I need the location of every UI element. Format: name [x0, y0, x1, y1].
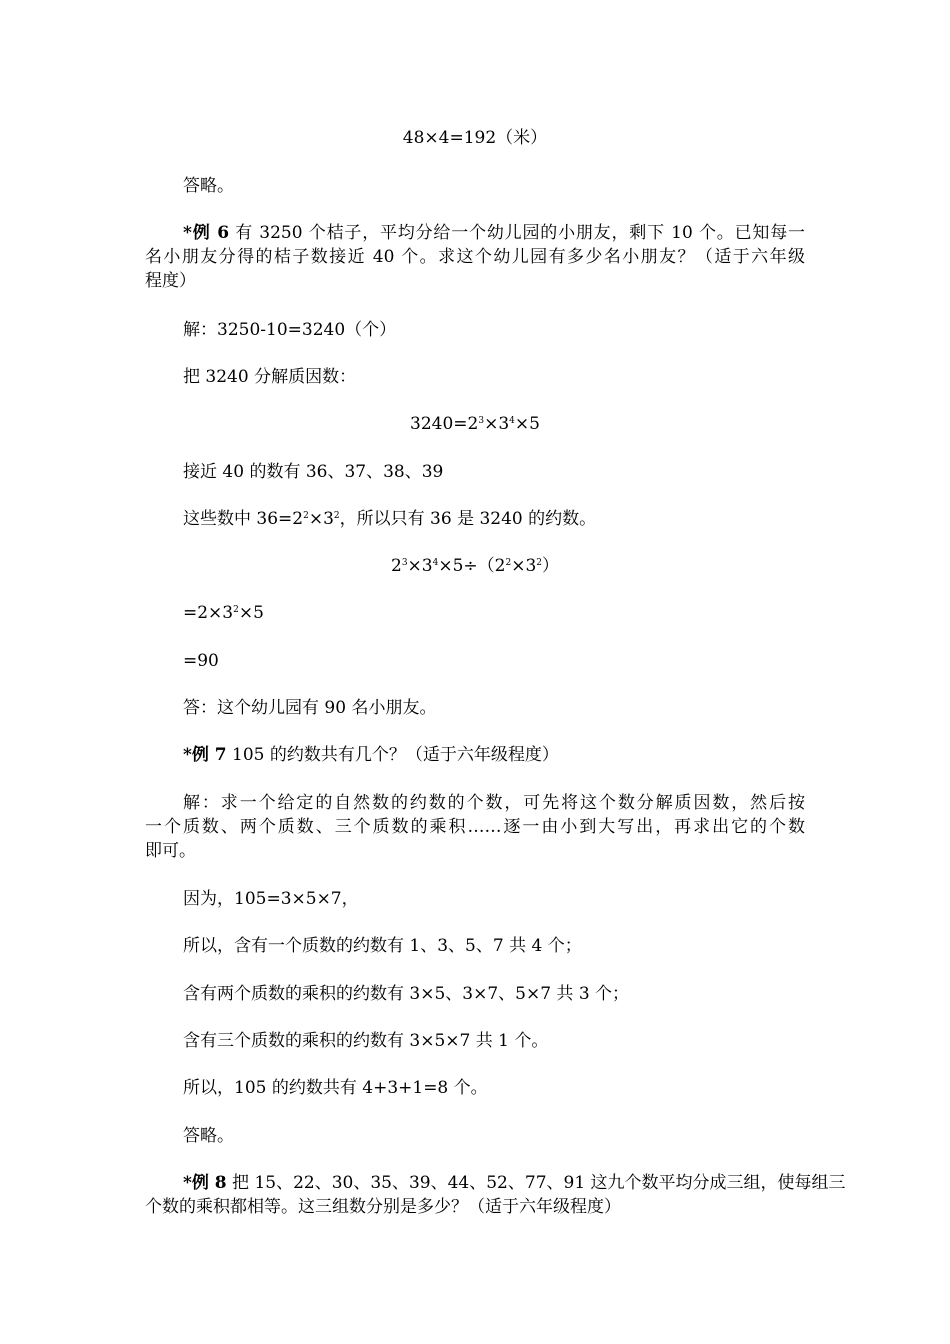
solution-7-step-3: 含有两个质数的乘积的约数有 3×5、3×7、5×7 共 3 个； — [183, 984, 630, 1004]
solution-6-answer: 答：这个幼儿园有 90 名小朋友。 — [183, 698, 437, 718]
example-7-label: *例 7 — [183, 745, 227, 765]
answer-omitted-1: 答略。 — [183, 176, 234, 196]
solution-6-step-3: 接近 40 的数有 36、37、38、39 — [183, 462, 444, 482]
solution-7-step-1: 因为，105=3×5×7， — [183, 889, 359, 909]
example-6-text-1: 有 3250 个桔子，平均分给一个幼儿园的小朋友，剩下 10 个。已知每一 — [235, 223, 806, 243]
solution-7-para-line-2: 一个质数、两个质数、三个质数的乘积……逐一由小到大写出，再求出它的个数 — [145, 817, 805, 837]
answer-omitted-2: 答略。 — [183, 1126, 234, 1146]
example-6-line-3: 程度） — [145, 271, 196, 291]
solution-6-step-2: 把 3240 分解质因数： — [183, 367, 357, 387]
division-formula: $2^3\times 3^4\times 5\div(2^2\times 3^2)$ — [390, 556, 559, 576]
example-8-line-2: 个数的乘积都相等。这三组数分别是多少？（适于六年级程度） — [145, 1197, 621, 1217]
example-6-line-1 — [183, 222, 805, 244]
solution-6-step-5: $=2\times 3^2\times 5$ — [183, 603, 264, 623]
example-7-text-1: 105 的约数共有几个？（适于六年级程度） — [232, 745, 559, 765]
solution-6-step-1: 解：3250-10=3240（个） — [183, 320, 397, 340]
example-8-line-1 — [183, 1172, 846, 1194]
example-8-label: *例 8 — [183, 1173, 227, 1193]
solution-6-step-4: 这些数中 $36=2^2\times 3^2$，所以只有 36 是 3240 的约数。 — [183, 509, 597, 529]
solution-7-step-2: 所以，含有一个质数的约数有 1、3、5、7 共 4 个； — [183, 936, 582, 956]
factorization-3240: $3240=2^3\times 3^4\times 5$ — [410, 414, 540, 434]
solution-7-para-line-3: 即可。 — [145, 841, 196, 861]
example-8-text-1: 把 15、22、30、35、39、44、52、77、91 这九个数平均分成三组，使每组三 — [232, 1173, 846, 1193]
solution-7-step-5: 所以，105 的约数共有 4+3+1=8 个。 — [183, 1078, 488, 1098]
solution-7-step-4: 含有三个质数的乘积的约数有 3×5×7 共 1 个。 — [183, 1031, 549, 1051]
solution-7-para-line-1: 解：求一个给定的自然数的约数的个数，可先将这个数分解质因数，然后按 — [183, 793, 805, 813]
solution-6-step-6: =90 — [183, 651, 219, 671]
equation-48x4: 48×4=192（米） — [402, 128, 548, 148]
example-7-line-1 — [183, 744, 559, 766]
example-6-line-2: 名小朋友分得的桔子数接近 40 个。求这个幼儿园有多少名小朋友？（适于六年级 — [145, 247, 805, 267]
example-6-label: *例 6 — [183, 223, 230, 243]
